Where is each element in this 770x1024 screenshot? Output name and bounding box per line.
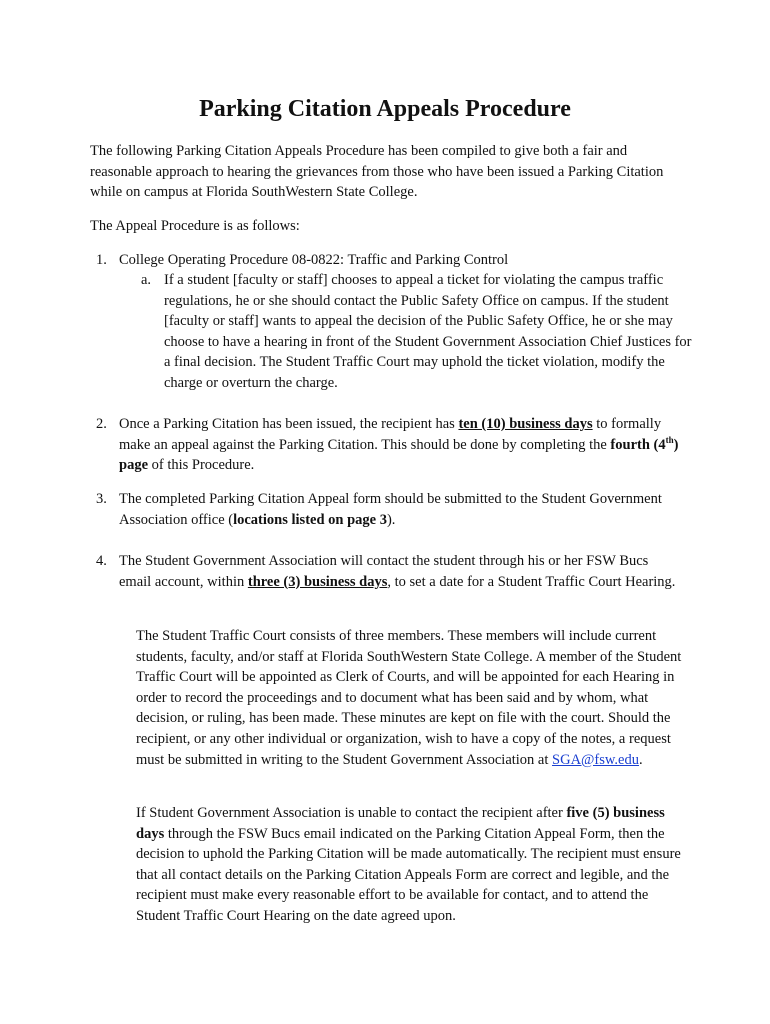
item-text-part: The Student Government Association will contact the student through his or her FSW Bucs email account, within [119, 553, 649, 590]
list-item-text [119, 414, 679, 476]
sub-list-letter: a. [141, 272, 152, 288]
paragraph-text: through the FSW Bucs email indicated on the Parking Citation Appeal Form, then the decision to uphold the Parking Citation will be made automatically. The recipient must ensure that all contact details on the Parking Citation Appeals Form are correct and legible, and the recipient must make every reasonable effort to be available for contact, and to attend the Student Traffic Court Hearing on the date agreed upon. [136, 825, 681, 924]
paragraph-end: . [638, 751, 643, 768]
emphasis-part: fourth (4 [610, 436, 666, 453]
item-text-part: to formally make an appeal against the Parking Citation. This should be done by completing the [119, 416, 662, 453]
intro-paragraph: The following Parking Citation Appeals Procedure has been compiled to give both a fair and reasonable approach to hearing the grievances from those who have been issued a Parking Citation while on campus at Florida SouthWestern State College. [90, 143, 664, 201]
emphasis-part: ) page [119, 436, 679, 474]
document-title: Parking Citation Appeals Procedure [199, 96, 571, 122]
paragraph-text: The Student Traffic Court consists of three members. These members will include current students, faculty, and/or staff at Florida SouthWestern State College. A member of the Student Traffic Court will be appointed as Clerk of Courts, and will be appointed for each Hearing in order to record the proceedings and to document what has been said and by whom, what decision, or ruling, has been made. These minutes are kept on file with the court. Should the recipient, or any other individual or organization, wish to have a copy of the notes, a request must be submitted in writing to the Student Government Association at [136, 628, 682, 768]
deadline-emphasis: five (5) business days [136, 805, 665, 842]
item-text-part: of this Procedure. [148, 457, 255, 474]
list-item-text [119, 551, 679, 592]
sub-list-text: If a student [faculty or staff] chooses to appeal a ticket for violating the campus traffic regulations, he or she should contact the Public Safety Office on campus. If the student [faculty or staff] wants to appeal the decision of the Public Safety Office, he or she may choose to have a hearing in front of the Student Government Association Chief Justices for a final decision. The Student Traffic Court may uphold the ticket violation, modify the charge or overturn the charge. [164, 272, 692, 391]
ordinal-superscript: th [665, 434, 674, 445]
list-number: 3. [96, 491, 107, 507]
deadline-emphasis: ten (10) business days [458, 416, 593, 432]
list-number: 1. [96, 252, 107, 268]
item-text-part: Once a Parking Citation has been issued, the recipient has [119, 416, 459, 432]
item-text-part: , to set a date for a Student Traffic Court Hearing. [387, 573, 676, 590]
traffic-court-paragraph [136, 626, 696, 770]
list-number: 4. [96, 553, 107, 569]
item-text-part: ). [386, 511, 396, 528]
list-item-text [119, 489, 679, 530]
deadline-emphasis: three (3) business days [247, 573, 388, 590]
appeal-lead-text: The Appeal Procedure is as follows: [90, 218, 300, 234]
location-emphasis: locations listed on page 3 [233, 511, 387, 528]
unable-to-contact-paragraph [136, 803, 696, 927]
list-number: 2. [96, 416, 107, 432]
paragraph-text: If Student Government Association is unable to contact the recipient after [136, 805, 567, 821]
item-text-part: The completed Parking Citation Appeal form should be submitted to the Student Government Association office ( [119, 491, 662, 528]
sga-email-link[interactable]: SGA@fsw.edu [552, 751, 639, 768]
list-item-text: College Operating Procedure 08-0822: Traffic and Parking Control [119, 252, 509, 268]
